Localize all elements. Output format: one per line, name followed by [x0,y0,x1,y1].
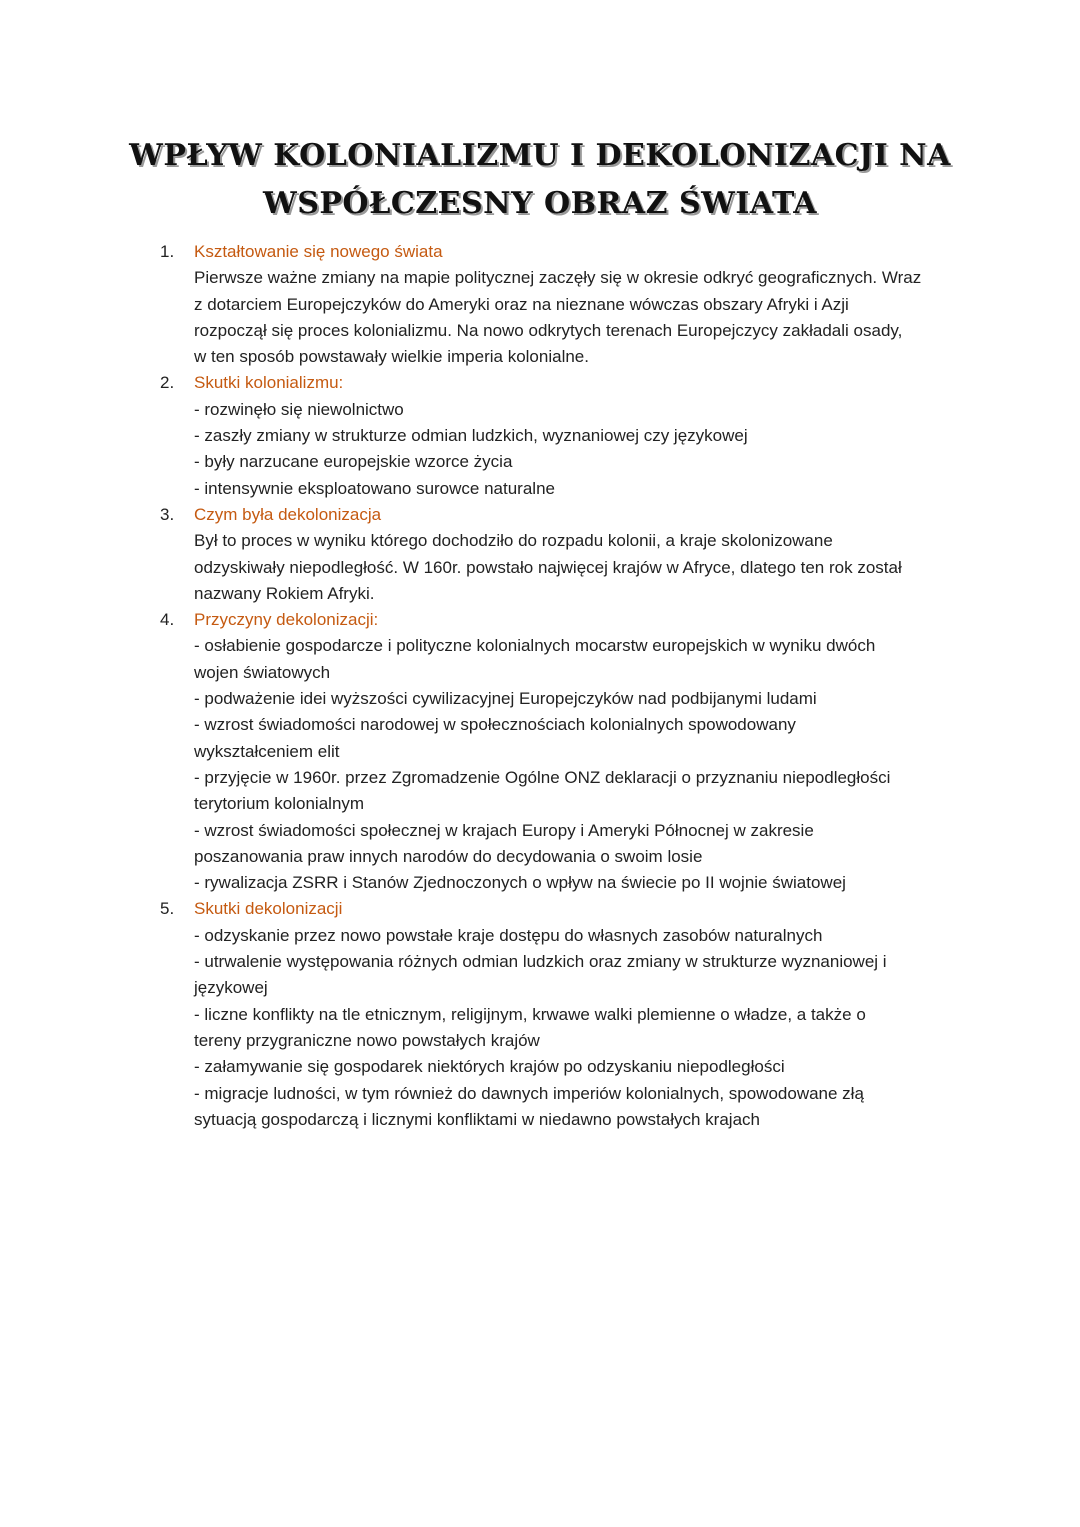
section-number: 3. [160,504,175,524]
section-body [194,607,960,896]
section-number: 5. [160,899,175,919]
section-body [194,370,960,501]
section-body [194,502,960,607]
bullet-item: - rywalizacja ZSRR i Stanów Zjednoczonych o wpływ na świecie po II wojnie światowej [194,873,846,893]
text-line: rozpoczął się proces kolonializmu. Na nowo odkrytych terenach Europejczycy zakładali osady, [194,320,903,340]
section-heading: Skutki kolonializmu: [194,373,344,393]
bullet-item: - wzrost świadomości społecznej w krajach Europy i Ameryki Północnej w zakresie [194,820,814,840]
section-4 [160,607,960,896]
section-heading: Skutki dekolonizacji [194,899,343,919]
section-3 [160,502,960,607]
bullet-item: - intensywnie eksploatowano surowce naturalne [194,478,555,498]
section-number: 1. [160,242,175,261]
bullet-item: wojen światowych [194,662,331,682]
text-line: z dotarciem Europejczyków do Ameryki oraz na nieznane wówczas obszary Afryki i Azji [194,294,849,314]
bullet-item: - podważenie idei wyższości cywilizacyjnej Europejczyków nad podbijanymi ludami [194,689,817,709]
bullet-item: - utrwalenie występowania różnych odmian ludzkich oraz zmiany w strukturze wyznaniowej i [194,952,887,972]
text-line: Był to proces w wyniku którego dochodziło do rozpadu kolonii, a kraje skolonizowane [194,531,833,551]
page-title-line-1: WPŁYW KOLONIALIZMU I DEKOLONIZACJI NA [129,138,951,173]
section-number: 4. [160,610,175,630]
bullet-item: terytorium kolonialnym [194,794,365,814]
text-line: Pierwsze ważne zmiany na mapie politycznej zaczęły się w okresie odkryć geograficznych. Wraz [194,268,922,288]
bullet-item: - osłabienie gospodarcze i polityczne kolonialnych mocarstw europejskich w wyniku dwóch [194,636,876,656]
section-2 [160,370,960,501]
text-line: nazwany Rokiem Afryki. [194,583,375,603]
section-heading: Czym była dekolonizacja [194,504,382,524]
bullet-item: językowej [194,978,268,998]
bullet-item: - zaszły zmiany w strukturze odmian ludzkich, wyznaniowej czy językowej [194,426,748,446]
bullet-item: - były narzucane europejskie wzorce życia [194,452,513,472]
bullet-item: - liczne konflikty na tle etnicznym, religijnym, krwawe walki plemienne o władze, a także o [194,1004,866,1024]
bullet-item: tereny przygraniczne nowo powstałych krajów [194,1030,540,1050]
bullet-item: - przyjęcie w 1960r. przez Zgromadzenie Ogólne ONZ deklaracji o przyznaniu niepodległości [194,767,891,787]
bullet-item: poszanowania praw innych narodów do decydowania o swoim losie [194,846,703,866]
page-title [0,132,1080,228]
page-title-line-2: WSPÓŁCZESNY OBRAZ ŚWIATA [263,186,817,221]
section-body [194,896,960,1133]
bullet-item: wykształceniem elit [194,741,340,761]
bullet-item: sytuacją gospodarczą i licznymi konfliktami w niedawno powstałych krajach [194,1109,760,1129]
section-heading: Kształtowanie się nowego świata [194,242,443,261]
section-body [194,239,960,370]
section-number: 2. [160,373,175,393]
document-body [160,239,960,1133]
section-heading: Przyczyny dekolonizacji: [194,610,379,630]
bullet-item: - wzrost świadomości narodowej w społecznościach kolonialnych spowodowany [194,715,796,735]
bullet-item: - załamywanie się gospodarek niektórych krajów po odzyskaniu niepodległości [194,1057,785,1077]
bullet-item: - rozwinęło się niewolnictwo [194,399,404,419]
text-line: w ten sposób powstawały wielkie imperia kolonialne. [194,347,589,367]
section-1 [160,239,960,370]
bullet-item: - migracje ludności, w tym również do dawnych imperiów kolonialnych, spowodowane złą [194,1083,864,1103]
bullet-item: - odzyskanie przez nowo powstałe kraje dostępu do własnych zasobów naturalnych [194,925,823,945]
text-line: odzyskiwały niepodległość. W 160r. powstało najwięcej krajów w Afryce, dlatego ten rok został [194,557,902,577]
section-5 [160,896,960,1133]
